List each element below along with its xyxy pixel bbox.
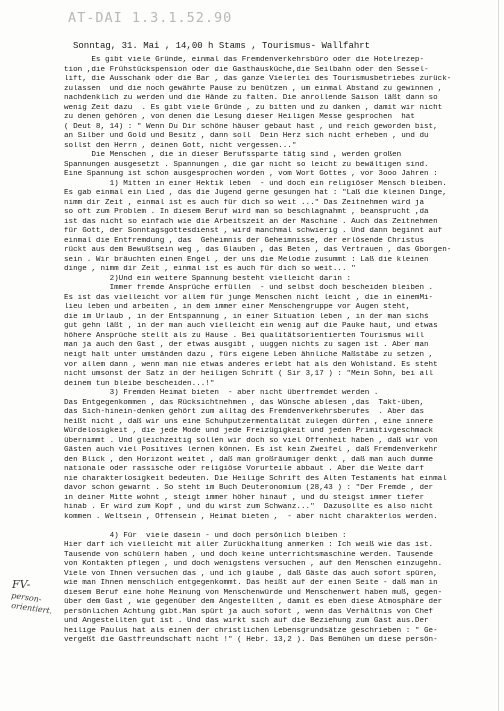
text-line: [64, 522, 498, 532]
text-line: den Blick , den Horizont weitet , daß man großräumiger denkt , daß man auch dumme: [64, 455, 434, 464]
text-line: nachdenklich zu werden und die Hände zu falten. Die anrollende Saison läßt dann so: [64, 94, 438, 103]
text-line: höhere Ansprüche stellt als zu Hause . Bei qualitätsorientierten Tourismus will: [64, 331, 425, 340]
text-line: kommen . Weltsein , Offensein , Heimat bieten , - aber nicht charakterlos werden.: [64, 512, 438, 521]
text-line: wenig Zeit dazu . Es gibt viele Gründe , zu bitten und zu danken , damit wir nicht: [64, 103, 443, 112]
text-line: dinge , nimm dir Zeit , einmal ist es auch für dich so weit... ": [64, 265, 356, 274]
text-line: lift, die Ausschank oder die Bar , das ganze Vielerlei des Tourismusbetriebes zurück-: [64, 75, 452, 84]
text-line: vor allem dann , wenn man nie etwas anderes erlebt hat als den Wohlstand. Es steht: [64, 360, 438, 369]
text-line: nationale oder rassische oder religiöse Vorurteile abbaut . Aber die Weite darf: [64, 465, 425, 474]
text-line: 3) Fremden Heimat bieten - aber nicht überfremdet werden .: [64, 389, 379, 398]
text-line: Tausende von schülern haben , und doch keine unterrichtsmaschine werden. Tausende: [64, 550, 434, 559]
document-heading: Sonntag, 31. Mai , 14,00 h Stams , Tourismus- Wallfahrt: [73, 41, 371, 51]
text-line: deinem tun bleibe bescheiden...!": [64, 379, 215, 388]
text-line: heißt nicht , daß wir uns eine Schuhputzermentalität zulegen dürfen , eine innere: [64, 417, 434, 426]
text-line: persönlichen Achtung gibt.Man spürt ja auch sofort , wenn das Verhältnis von Chef: [64, 607, 434, 616]
text-line: sein . Wir bräuchten einen Engel , der uns die Melodie zusummt : Laß die kleinen: [64, 255, 429, 264]
text-line: Würdelosigkeit , die jede Mode und jede Freizügigkeit und jeden Primitivgeschmack: [64, 427, 434, 436]
margin-note-line: person-: [10, 591, 43, 605]
text-line: für Gott, der Sonntagsgottesdienst , wird manchmal schwierig . Und dann beginnt auf: [64, 227, 443, 236]
text-line: vergeßt die Gastfreundschaft nicht !" ( Hebr. 13,2 ). Das Bemühen um diese persön-: [64, 636, 438, 645]
text-line: und Angestellten gut ist . Und das wirkt sich auf die Beziehung zum Gast aus.Der: [64, 617, 429, 626]
text-line: diesem Beruf eine hohe Meinung von Menschenwürde und Menschenwert haben muß, gegen-: [64, 588, 443, 597]
text-line: einmal die Entfremdung , das Geheimnis der Geheimnisse, der erlösende Christus: [64, 236, 425, 245]
text-line: 1) Mitten in einer Hektik leben - und doch ein religiöser Mensch bleiben.: [64, 179, 447, 188]
text-line: von Kontakten pflegen , und doch wenigstens versuchen , auf den Menschen einzugehn.: [64, 560, 443, 569]
handwritten-margin-note: [10, 578, 53, 616]
text-line: lieu leben und arbeiten , in dem immer einer Menschengruppe vor Augen steht,: [64, 303, 411, 312]
text-line: übernimmt . Und gleichzeitig sollen wir doch so viel Offenheit haben , daß wir von: [64, 436, 438, 445]
text-line: hinab . Er wird zum Kopf , und du wirst zum Schwanz..." Dazusollte es also nicht: [64, 503, 434, 512]
text-line: Gästen auch viel Positives lernen können. Es ist kein Zweifel , daß Fremdenverkehr: [64, 446, 438, 455]
text-line: nimm dir Zeit , einmal ist es auch für dich so weit ..." Das Zeitnehmen wird ja: [64, 198, 425, 207]
scan-edge-line: [498, 0, 499, 711]
text-line: zulassen und die noch gewährte Pause zu benützen , um einmal Abstand zu gewinnen ,: [64, 84, 443, 93]
text-line: gut gehn läßt , in der man auch vielleicht ein wenig auf die Pauke haut, und etwas: [64, 322, 438, 331]
text-line: heilige Paulus hat als einen der christlichen Lebensgrundsätze geschrieben : " Ge-: [64, 626, 438, 635]
text-line: sollst den Herrn , deinen Gott, nicht vergessen...": [64, 141, 297, 150]
text-line: über dem Gast , wie gegenüber dem Angestellten , damit es eben diese Atmosphäre der: [64, 598, 443, 607]
text-line: Eine Spannung ist schon ausgesprochen worden , vom Wort Gottes , vor 3ooo Jahren :: [64, 170, 438, 179]
text-line: rückt aus dem Bewußtsein weg , das Glauben , das Beten , das Vertrauen , das Gborgen-: [64, 246, 452, 255]
text-line: 2)Und ein weitere Spannung besteht vielleicht darin :: [64, 274, 352, 283]
margin-note-line: FV-: [12, 578, 31, 591]
archive-stamp: AT-DAI 1.3.1.52.90: [68, 10, 233, 26]
text-line: tion ,die Frühstückspension oder die Gasthausküche,die Seilbahn oder den Sessel-: [64, 65, 429, 74]
text-line: neigt halt unter umständen dazu , fürs eigene Leben ähnliche Maßstäbe zu setzen ,: [64, 350, 434, 359]
text-line: Es ist das vielleicht vor allem für junge Menschen nicht leicht , die in einemMi-: [64, 293, 434, 302]
text-line: ist das nicht so einfach wie die Arbeitszeit an der Maschine . Auch das Zeitnehmen: [64, 217, 438, 226]
text-line: nicht umsonst der Satz in der heiligen Schrift ( Sir 3,17 ) : "Mein Sohn, bei all: [64, 370, 434, 379]
text-line: Das Entgegenkommen , das Rücksichtnehmen , das Wünsche ablesen ,das Takt-üben,: [64, 398, 425, 407]
margin-note-line: orientiert.: [10, 601, 53, 616]
text-line: Die Menschen , die in dieser Berufssparte tätig sind , werden großen: [64, 151, 402, 160]
text-line: die im Urlaub , in der Entspannung , in einer Situation leben , in der man sichś: [64, 312, 429, 321]
text-line: so oft zum Problem . In diesem Beruf wird man so beschlagnahmt , beansprucht ,da: [64, 208, 429, 217]
text-line: Es gibt viele Gründe, einmal das Fremdenverkehrsbüro oder die Hotelrezep-: [64, 56, 425, 64]
text-line: an Silber und Gold und Besitz , dann soll Dein Herz sich nicht erheben , und du: [64, 132, 429, 141]
text-line: 4) Für viele dasein - und doch persönlich bleiben :: [64, 531, 347, 540]
text-line: Hier darf ich vielleicht mit aller Zurückhaltung anmerken : Ich weiß wie das ist.: [64, 541, 434, 550]
text-line: Es gab einmal ein Lied , das die Jugend gerne gesungen hat : "Laß die kleinen Dinge,: [64, 189, 447, 198]
text-line: das Sich-hinein-denken gehört zum alltag des Fremdenverkehrsberufes . Aber das: [64, 408, 425, 417]
body-text: [64, 56, 498, 646]
text-line: zu denen gehören , von denen die Lesung dieser Heiligen Messe gesprochen hat: [64, 113, 415, 122]
text-line: wie man Ihnen menschlich entgegenkommt. Das heißt auf der einen Seite - daß man in: [64, 579, 438, 588]
text-line: in deiner Mitte wohnt , steigt immer höher hinauf , und du steigst immer tiefer: [64, 493, 425, 502]
text-line: davor schon gewarnt . So steht im Buch Deuteronomium (28,43 ) : "Der Fremde , der: [64, 484, 434, 493]
text-line: man ja auch den Gast , der etwas ausgibt , uuggen nichts zu sagen ist . Aber man: [64, 341, 429, 350]
text-line: Viele von Ihnen versuchen das , und ich glaube , daß Gäste das auch sofort spüren,: [64, 569, 438, 578]
text-line: nie charakterlosigkeit bedeuten. Die Heilige Schrift des Alten Testaments hat einmal: [64, 474, 447, 483]
text-line: Immer fremde Ansprüche erfüllen - und selbst doch bescheiden bleiben .: [64, 284, 434, 293]
text-line: Spannungen ausgesetzt . Spannungen , die gar nicht so leicht zu bewältigen sind.: [64, 160, 429, 169]
text-line: ( Deut 8, 14) : " Wenn Du Dir schöne häuser gebaut hast , und reich geworden bist,: [64, 122, 438, 131]
